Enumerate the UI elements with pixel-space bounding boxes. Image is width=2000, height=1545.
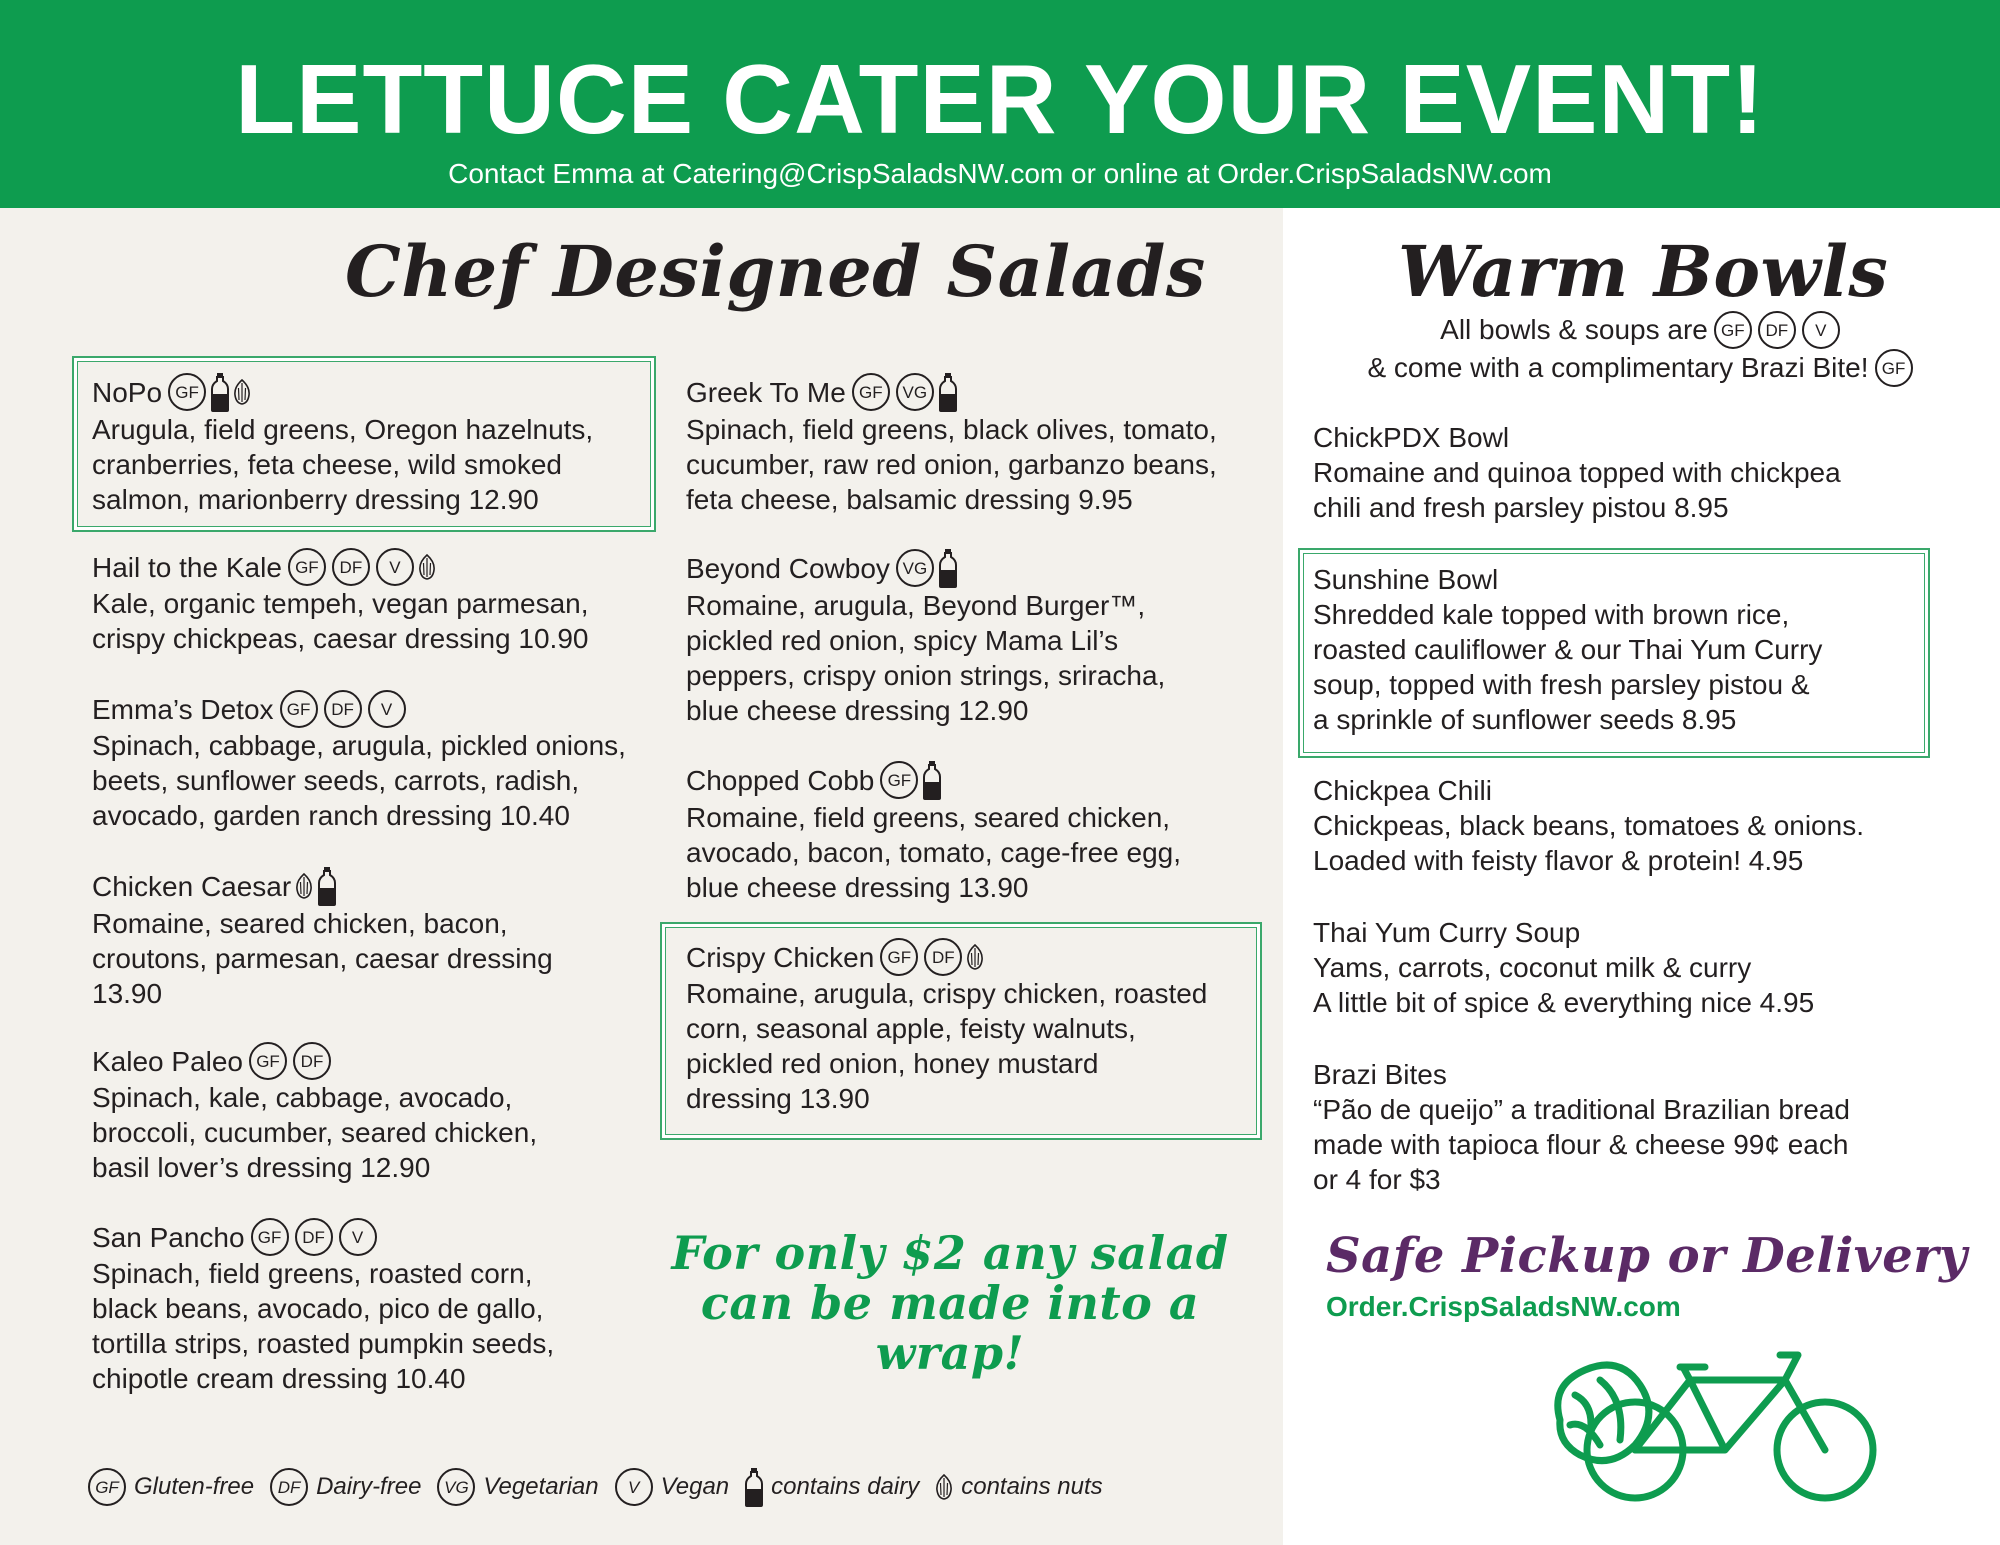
salad-description: Arugula, field greens, Oregon hazelnuts, cranberries, feta cheese, wild smoked salmon, marionberry dressing 12.90 — [92, 414, 594, 515]
salad-bicycle-icon — [1540, 1325, 1900, 1505]
contains-nuts-icon — [935, 1474, 953, 1500]
bowls-intro-line2: & come with a complimentary Brazi Bite! — [1367, 352, 1869, 383]
salad-name: Crispy Chicken — [686, 941, 875, 973]
contains-dairy-icon — [211, 372, 229, 412]
salad-name: Hail to the Kale — [92, 551, 282, 583]
dairy-free-badge-icon: DF — [293, 1042, 331, 1080]
salad-item — [686, 548, 1165, 728]
salad-item — [92, 548, 589, 656]
vegan-badge-icon: V — [368, 690, 406, 728]
salad-description: Romaine, field greens, seared chicken, avocado, bacon, tomato, cage-free egg, blue cheese dressing 13.90 — [686, 802, 1181, 903]
bowl-item — [1313, 1057, 1850, 1197]
legend-gluten-free: Gluten-free — [134, 1473, 255, 1500]
salad-description: Romaine, arugula, crispy chicken, roasted corn, seasonal apple, feisty walnuts, pickled red onion, honey mustard dressing 13.90 — [686, 978, 1208, 1114]
bowl-name: ChickPDX Bowl — [1313, 422, 1510, 453]
salad-name: Greek To Me — [686, 376, 846, 408]
bowls-intro-line1: All bowls & soups are — [1440, 314, 1708, 345]
contains-dairy-icon — [923, 760, 941, 800]
contains-dairy-icon — [745, 1467, 763, 1507]
bowl-name: Sunshine Bowl — [1313, 564, 1499, 595]
salad-description: Romaine, arugula, Beyond Burger™, pickled red onion, spicy Mama Lil’s peppers, crispy onion strings, sriracha, blue cheese dressing 12.90 — [686, 590, 1166, 726]
legend-contains-nuts: contains nuts — [961, 1473, 1103, 1500]
bowl-description: Shredded kale topped with brown rice, roasted cauliflower & our Thai Yum Curry soup, topped with fresh parsley pistou & a sprinkle of sunflower seeds 8.95 — [1313, 599, 1823, 735]
gluten-free-badge-icon: GF — [249, 1042, 287, 1080]
salad-item — [92, 690, 626, 833]
pickup-delivery-title: Safe Pickup or Delivery — [1326, 1228, 1968, 1284]
page-title: LETTUCE CATER YOUR EVENT! — [235, 44, 1765, 154]
dairy-free-badge-icon: DF — [924, 938, 962, 976]
contains-nuts-icon — [295, 873, 313, 899]
vegan-badge-icon: V — [339, 1218, 377, 1256]
dietary-legend — [88, 1467, 1119, 1507]
gluten-free-badge-icon: GF — [168, 373, 206, 411]
salad-name: Beyond Cowboy — [686, 552, 890, 584]
salad-description: Kale, organic tempeh, vegan parmesan, crispy chickpeas, caesar dressing 10.90 — [92, 588, 589, 654]
contains-nuts-icon — [233, 379, 251, 405]
bowl-name: Brazi Bites — [1313, 1059, 1447, 1090]
bowls-section-title: Warm Bowls — [1398, 230, 1889, 313]
salad-description: Spinach, kale, cabbage, avocado, broccoli, cucumber, seared chicken, basil lover’s dressing 12.90 — [92, 1082, 538, 1183]
dairy-free-badge-icon: DF — [295, 1218, 333, 1256]
order-url-link[interactable]: Order.CrispSaladsNW.com — [1326, 1291, 1681, 1322]
contact-line[interactable]: Contact Emma at Catering@CrispSaladsNW.com or online at Order.CrispSaladsNW.com — [448, 158, 1552, 189]
salad-description: Romaine, seared chicken, bacon, croutons, parmesan, caesar dressing 13.90 — [92, 908, 553, 1009]
vegan-badge-icon: V — [615, 1468, 653, 1506]
gluten-free-badge-icon: GF — [852, 373, 890, 411]
salad-item — [92, 1042, 537, 1185]
bowl-name: Thai Yum Curry Soup — [1313, 917, 1581, 948]
legend-vegetarian: Vegetarian — [483, 1473, 599, 1500]
vegan-badge-icon: V — [1802, 311, 1840, 349]
bowl-item — [1313, 562, 1822, 737]
gluten-free-badge-icon: GF — [1714, 311, 1752, 349]
salad-item — [686, 372, 1217, 517]
bowl-description: Romaine and quinoa topped with chickpea chili and fresh parsley pistou 8.95 — [1313, 457, 1841, 523]
salad-description: Spinach, field greens, roasted corn, black beans, avocado, pico de gallo, tortilla strips, roasted pumpkin seeds, chipotle cream dressing 10.40 — [92, 1258, 555, 1394]
salad-description: Spinach, field greens, black olives, tomato, cucumber, raw red onion, garbanzo beans, feta cheese, balsamic dressing 9.95 — [686, 414, 1217, 515]
salad-item — [92, 866, 553, 1011]
vegetarian-badge-icon: VG — [896, 549, 934, 587]
gluten-free-badge-icon: GF — [1875, 349, 1913, 387]
contains-nuts-icon — [418, 554, 436, 580]
vegan-badge-icon: V — [376, 548, 414, 586]
contains-dairy-icon — [318, 866, 336, 906]
bowl-item — [1313, 773, 1864, 878]
salad-name: Emma’s Detox — [92, 693, 274, 725]
dairy-free-badge-icon: DF — [332, 548, 370, 586]
bowl-description: Chickpeas, black beans, tomatoes & onions. Loaded with feisty flavor & protein! 4.95 — [1313, 810, 1864, 876]
salad-description: Spinach, cabbage, arugula, pickled onions, beets, sunflower seeds, carrots, radish, avocado, garden ranch dressing 10.40 — [92, 730, 626, 831]
gluten-free-badge-icon: GF — [88, 1468, 126, 1506]
gluten-free-badge-icon: GF — [280, 690, 318, 728]
bowl-name: Chickpea Chili — [1313, 775, 1492, 806]
legend-contains-dairy: contains dairy — [771, 1473, 920, 1500]
gluten-free-badge-icon: GF — [251, 1218, 289, 1256]
dairy-free-badge-icon: DF — [1758, 311, 1796, 349]
contains-dairy-icon — [939, 548, 957, 588]
bowl-item — [1313, 915, 1814, 1020]
legend-dairy-free: Dairy-free — [316, 1473, 422, 1500]
salad-item — [92, 372, 593, 517]
dairy-free-badge-icon: DF — [270, 1468, 308, 1506]
salad-name: Chopped Cobb — [686, 764, 875, 796]
header-banner — [0, 0, 2000, 208]
wrap-note: For only $2 any salad can be made into a wrap! — [671, 1226, 1229, 1380]
gluten-free-badge-icon: GF — [880, 938, 918, 976]
salad-name: Chicken Caesar — [92, 870, 292, 902]
salad-item — [686, 938, 1207, 1116]
dairy-free-badge-icon: DF — [324, 690, 362, 728]
salad-name: San Pancho — [92, 1221, 245, 1253]
salad-name: NoPo — [92, 376, 163, 408]
bowls-intro — [1290, 311, 1990, 387]
vegetarian-badge-icon: VG — [896, 373, 934, 411]
contains-dairy-icon — [939, 372, 957, 412]
gluten-free-badge-icon: GF — [288, 548, 326, 586]
bowl-item — [1313, 420, 1841, 525]
salads-section-title: Chef Designed Salads — [345, 230, 1206, 313]
bowl-description: “Pão de queijo” a traditional Brazilian bread made with tapioca flour & cheese 99¢ each or 4 for $3 — [1313, 1094, 1850, 1195]
salad-item — [92, 1218, 554, 1396]
gluten-free-badge-icon: GF — [880, 761, 918, 799]
salad-item — [686, 760, 1181, 905]
bowl-description: Yams, carrots, coconut milk & curry A little bit of spice & everything nice 4.95 — [1313, 952, 1815, 1018]
salad-name: Kaleo Paleo — [92, 1045, 244, 1077]
legend-vegan: Vegan — [660, 1473, 730, 1500]
contains-nuts-icon — [966, 944, 984, 970]
vegetarian-badge-icon: VG — [437, 1468, 475, 1506]
